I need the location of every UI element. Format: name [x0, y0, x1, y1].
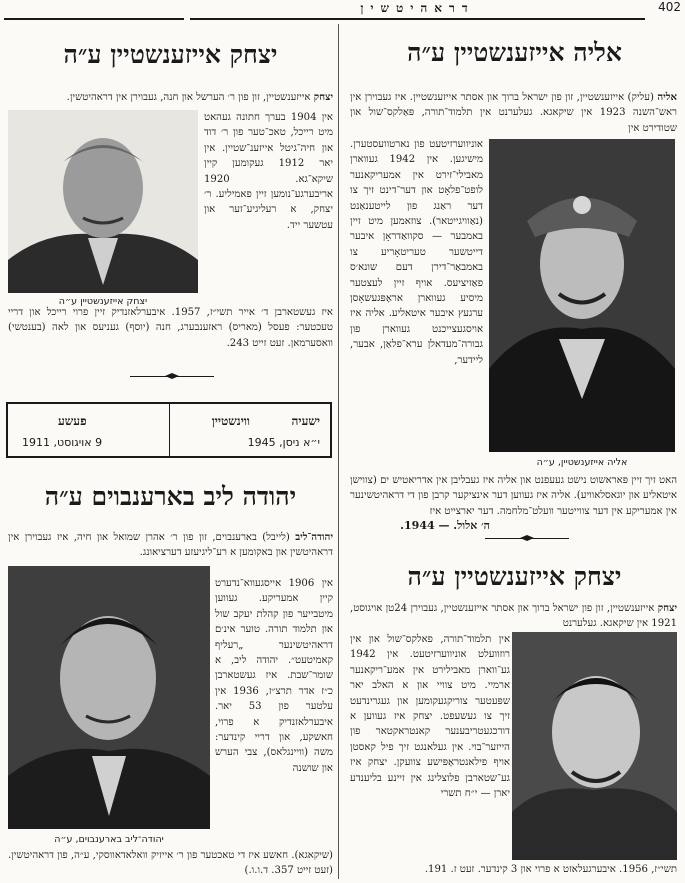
header-rule-left	[4, 18, 184, 20]
lead-word: יהודה־ליב	[295, 532, 333, 543]
portrait-photo	[489, 139, 675, 452]
article-heading: אליה אייזענשטיין ע״ה	[407, 38, 622, 67]
article-heading: יצחק אייזענשטיין ע״ה	[407, 562, 622, 591]
photo-caption: יצחק אייזענשטיין ע״ה	[58, 296, 148, 307]
memorial-name-left: פעשע	[58, 414, 87, 428]
article-tail: תשי״ז, 1956. איבערגעלאזט א פרוי און 3 קינדער. זעט ז. 191.	[424, 864, 677, 875]
article-lead	[8, 530, 333, 561]
lead-text: אייזענשטיין, זון פון ישראל ברוך און אסתר אייזענשטיין, געבוירן 24טן אויגוסט, 1921 אין שיקאגא. געלערנט	[350, 603, 677, 630]
lead-text: אייזענשטיין, זון פון ר׳ הערשל און חנה, געבוירן אין דראהיטשין.	[66, 92, 314, 103]
memorial-divider	[169, 404, 170, 456]
header-rule-right	[190, 18, 645, 20]
memorial-surname: ווינשטיין	[211, 414, 250, 428]
article-tail: (שיקאגא). חאשע איז די טאכטער פון ר׳ אייזיק וואלאדאווסקי, ע״ה, פון דראהיטשין. (זעט זייט 357. ד.ו.ו.)	[8, 850, 333, 877]
photo-caption: אליה אייזענשטיין, ע״ה	[536, 457, 628, 468]
lead-text: (עליק) אייזענשטיין, זון פון ישראל ברוך און אסתר אייזענשטיין. איז געבוירן אין ראש־השנה 1923 אין שיקאגא. געלערנט אין תלמוד־תורה, פּאַלקס־שול און שטודירט אין	[350, 92, 677, 134]
section-divider	[485, 538, 569, 539]
lead-text: (לייבל) בארענבוים, זון פון ר׳ אהרן שמואל און חיה, איז געבוירן אין דראהיטשין און באקומען א רע־ליגיעזע דערציאונג.	[8, 532, 333, 559]
article-lead	[8, 90, 333, 105]
article-heading: יצחק אייזענשטיין ע״ה	[63, 40, 278, 69]
lead-word: יצחק	[313, 92, 333, 103]
article-tail: האט זיך זיין פּאראשוט נישט געעפנט און אליה איז געבליבן אין אדריאטיש ים (צווישן איטאליע און יוגאסלאוויע). אליה איז געווען דער אינציקער קרבן פון די דראהיטשינער אין אמעריקע אין דער צווייטער וועלט־מלחמה. דער יארצייט איז	[350, 475, 677, 517]
memorial-date-right: י״א ניסן, 1945	[247, 436, 320, 449]
lead-word: אליה	[657, 92, 677, 103]
portrait-photo	[512, 632, 677, 860]
article-body: אין 1904 בערך חתונה געהאט מיט רייכל, טאכ־טער פון ר׳ דוד און חיה־גיטל אייזענ־שטיין. אין יאר 1912 געקומען קיין שיקא־גא. 1920 אריבערגע־נומען זיין פאמיליע. ר׳ יצחק, א רעליגיע־זער און עטשער ייד.	[204, 112, 333, 231]
portrait-photo	[8, 566, 210, 829]
lead-word: יצחק	[657, 603, 677, 614]
article-tail: איז געשטארבן ד׳ אייר תשי״ז, 1957. איבערלאזנדיק זיין פרוי רייכל און דריי טעכטער: פעסל (מאריס) ראזענבערג, חנה (יוסף) געניעס און לאה (בענטשי) וואסערמאן. זעט זייט 243.	[8, 307, 333, 349]
column-divider	[338, 24, 339, 879]
page-number: 402	[658, 0, 681, 14]
running-title: דראהיטשין	[360, 1, 475, 15]
article-heading: יהודה ליב בארענבוים ע״ה	[44, 482, 297, 511]
section-divider	[130, 376, 214, 377]
article-body: אין 1906 אייסגעווא־נדערט קיין אמעריקע. געווען מיטבייער פון קהלת יעקב שול און תלמוד תורה. טוער אינ׳ם דראהיטשינער „רעליף קאמיטעט״. יהודה ליב, א שומר־שבת. איז געשטארבן כ״ז אדר תרצ״ז, 1936 אין עלטער פון 53 יאר. איבערלאזנדיק א פרוי, חאשקע, און דריי קינדער: משה (וויינגלאס), צבי הערש און שושנה	[215, 578, 333, 774]
photo-caption: יהודה־ליב בארענבוים, ע״ה	[54, 834, 164, 845]
yahrzeit-line: ה׳ אלול. — 1944.	[400, 519, 490, 532]
article-body: אין תלמוד־תורה, פאלקס־שול און אין רוזוועלט אוניווערזיטעט. אין 1942 גע־ווארן מאבילירט אין אמע־ריקאנער ארמיי. מיט צוויי און א האלב יאר שפּעטער צוריקגעקומען און געגרינדעט זיך צו געשעפט. יצחק איז געווען א דורכגעטריבענער קאנטראקטאר פון הייזער־בוי. אין געלאנגט זיך פיל קאסטן אויף פילאנטראָפּישע צוועקן. יצחק איז גע־שטארבן פלוצלינג אין זיינע בליענדע יארן — י״ח תשרי	[350, 634, 510, 800]
portrait-photo	[8, 110, 198, 293]
memorial-date-left: 9 אויגוסט, 1911	[22, 436, 103, 449]
memorial-table	[6, 402, 332, 458]
article-lead	[350, 601, 677, 632]
page-header	[0, 0, 685, 22]
memorial-name-right: ישעיה	[291, 414, 320, 428]
article-lead	[350, 90, 677, 136]
article-body: אוניווערזיטעט פון נארטוועסטערן. מישיגען. אין 1942 געווארן מאבילי־זירט אין אמעריקאנער לופט־פלאָט און דער־דינט זיך צו דער ראַנג פון לייטענאַנט (נאַוויגייטאר). צוזאמען מיט זיין באמבער — סקוואַדראָן איבער דייטשער טעריטאָריע צו באמבאַר־דירן דעם שונא׳ס פאַזיציעס. אויף זיין לעצטער מיסיע געווארן אראָפּגעשאָסן ערגעץ איבער איטאליע. אליה איז אויסגעצייכנט געווארן פון גבורה־מעדאלן ערא־פלאַן, אבער, ליידער,	[350, 139, 483, 366]
